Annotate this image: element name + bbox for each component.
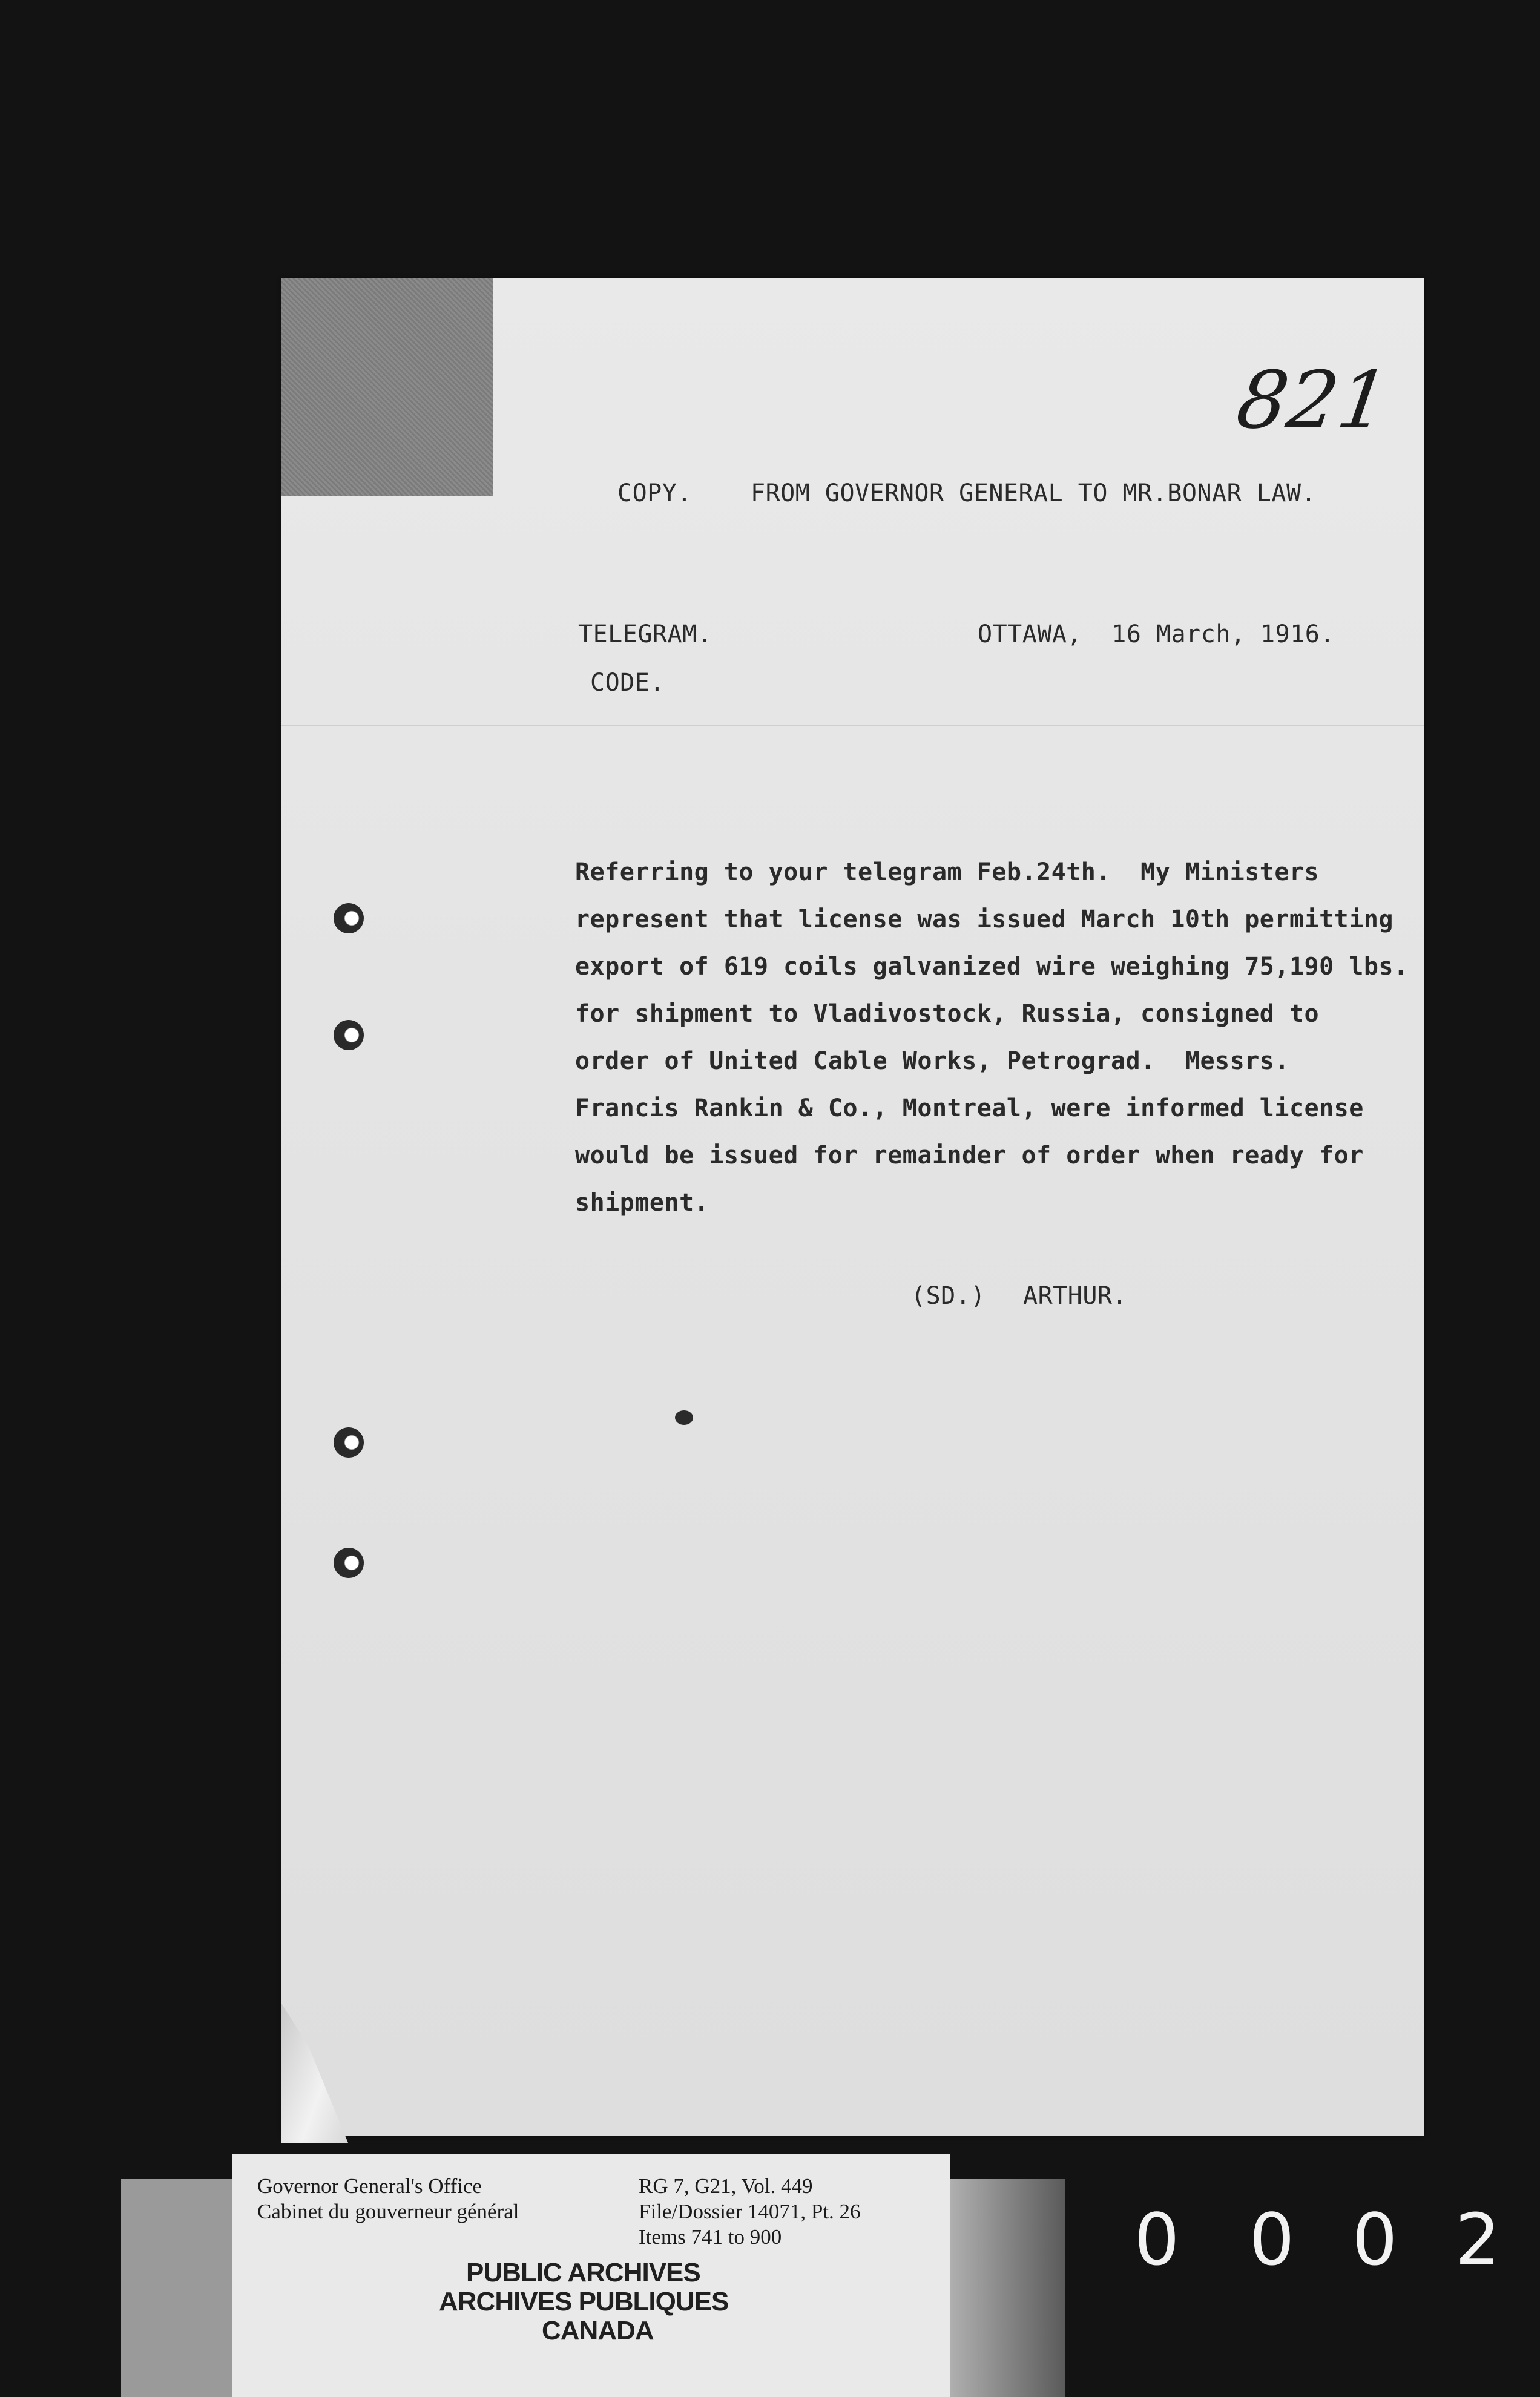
place-date: OTTAWA, 16 March, 1916.	[978, 620, 1335, 648]
tape-corner	[281, 278, 493, 496]
body-line-8: shipment.	[575, 1189, 709, 1217]
label-reference-3: Items 741 to 900	[639, 2225, 782, 2249]
label-office-fr: Cabinet du gouverneur général	[257, 2200, 519, 2223]
label-reference-2: File/Dossier 14071, Pt. 26	[639, 2200, 861, 2223]
signature-name: ARTHUR.	[1023, 1282, 1128, 1310]
body-line-3: export of 619 coils galvanized wire weighing 75,190 lbs.	[575, 953, 1409, 981]
punch-hole-2	[334, 1020, 364, 1050]
frame-number-digit-3: 0	[1352, 2198, 1398, 2281]
signature-sd: (SD.)	[911, 1282, 986, 1310]
frame-number-digit-2: 0	[1249, 2198, 1295, 2281]
label-shadow-left	[121, 2179, 236, 2397]
heading-from-to: FROM GOVERNOR GENERAL TO MR.BONAR LAW.	[751, 479, 1317, 507]
label-reference-1: RG 7, G21, Vol. 449	[639, 2174, 813, 2198]
handwritten-page-number: 821	[1231, 354, 1395, 446]
body-line-5: order of United Cable Works, Petrograd. Messrs.	[575, 1047, 1289, 1075]
body-line-1: Referring to your telegram Feb.24th. My Ministers	[575, 858, 1320, 886]
ink-smudge	[675, 1410, 693, 1425]
punch-hole-4	[334, 1548, 364, 1578]
body-line-2: represent that license was issued March 10th permitting	[575, 906, 1394, 933]
page-fold-line	[281, 725, 1424, 726]
body-line-4: for shipment to Vladivostock, Russia, consigned to	[575, 1000, 1320, 1028]
body-line-6: Francis Rankin & Co., Montreal, were informed license	[575, 1094, 1364, 1122]
page-curl	[281, 2004, 348, 2143]
frame-number-digit-1: 0	[1134, 2198, 1180, 2281]
telegram-code: CODE.	[590, 669, 665, 697]
punch-hole-3	[334, 1427, 364, 1458]
label-public-archives: PUBLIC ARCHIVES	[466, 2258, 700, 2287]
label-office-en: Governor General's Office	[257, 2174, 482, 2198]
heading-copy: COPY.	[617, 479, 692, 507]
label-archives-publiques: ARCHIVES PUBLIQUES	[439, 2287, 729, 2316]
label-canada: CANADA	[542, 2316, 654, 2346]
body-line-7: would be issued for remainder of order when ready for	[575, 1142, 1364, 1169]
punch-hole-1	[334, 903, 364, 933]
frame-number-digit-4: 2	[1455, 2198, 1501, 2281]
telegram-type: TELEGRAM.	[578, 620, 712, 648]
document-page	[281, 278, 1424, 2136]
